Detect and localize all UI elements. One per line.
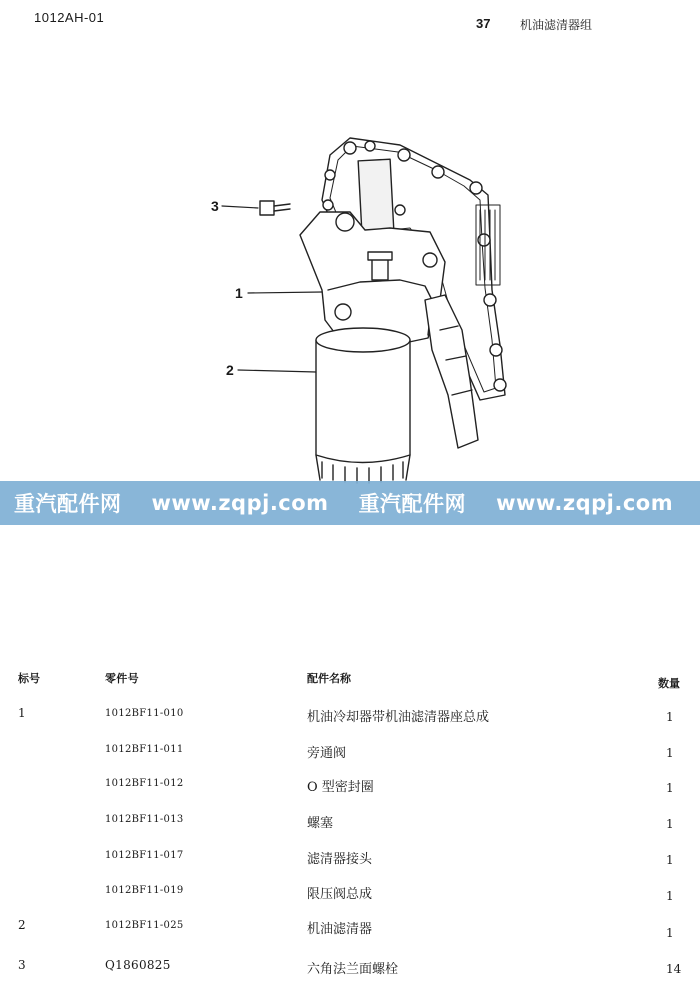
row-name: 滤清器接头 xyxy=(307,852,373,867)
page-title: 机油滤清器组 xyxy=(520,18,593,32)
hex-bolt xyxy=(260,201,290,215)
row-name: 机油冷却器带机油滤清器座总成 xyxy=(307,710,490,725)
watermark-url: www.zqpj.com xyxy=(151,491,329,515)
watermark-text: 重汽配件网 xyxy=(358,492,467,516)
row-qty: 1 xyxy=(666,889,674,903)
row-qty: 14 xyxy=(666,962,682,976)
callout-1: 1 xyxy=(235,285,243,301)
header-part-no: 零件号 xyxy=(105,672,139,685)
row-name: 螺塞 xyxy=(307,816,334,831)
filter-head xyxy=(300,212,445,345)
document-code: 1012AH-01 xyxy=(34,10,105,25)
row-qty: 1 xyxy=(666,710,674,724)
row-part-no: Q1860825 xyxy=(105,958,171,972)
row-no: 3 xyxy=(18,958,26,972)
callout-3: 3 xyxy=(211,198,219,214)
header-name: 配件名称 xyxy=(307,672,351,685)
page-number: 37 xyxy=(476,16,491,31)
row-part-no: 1012BF11-017 xyxy=(105,850,184,861)
row-part-no: 1012BF11-025 xyxy=(105,920,184,931)
pressure-valve xyxy=(425,295,478,448)
row-no: 2 xyxy=(18,918,26,932)
row-qty: 1 xyxy=(666,781,674,795)
row-qty: 1 xyxy=(666,746,674,760)
header-no: 标号 xyxy=(18,672,40,685)
row-no: 1 xyxy=(18,706,26,720)
row-part-no: 1012BF11-010 xyxy=(105,708,184,719)
row-part-no: 1012BF11-019 xyxy=(105,885,184,896)
watermark-text: 重汽配件网 xyxy=(14,492,122,516)
watermark-url: www.zqpj.com xyxy=(496,491,674,515)
callout-2: 2 xyxy=(226,362,234,378)
row-qty: 1 xyxy=(666,926,674,940)
row-part-no: 1012BF11-012 xyxy=(105,778,184,789)
row-name: O 型密封圈 xyxy=(307,780,374,795)
filter-canister xyxy=(316,328,410,483)
header-qty: 数量 xyxy=(658,677,680,690)
row-name: 限压阀总成 xyxy=(307,887,373,902)
row-name: 旁通阀 xyxy=(307,746,347,761)
row-name: 机油滤清器 xyxy=(307,922,373,937)
oil-filter-assembly-drawing xyxy=(0,60,700,540)
row-part-no: 1012BF11-011 xyxy=(105,744,184,755)
row-part-no: 1012BF11-013 xyxy=(105,814,184,825)
row-qty: 1 xyxy=(666,853,674,867)
watermark-banner xyxy=(0,481,700,525)
row-qty: 1 xyxy=(666,817,674,831)
row-name: 六角法兰面螺栓 xyxy=(307,962,399,977)
